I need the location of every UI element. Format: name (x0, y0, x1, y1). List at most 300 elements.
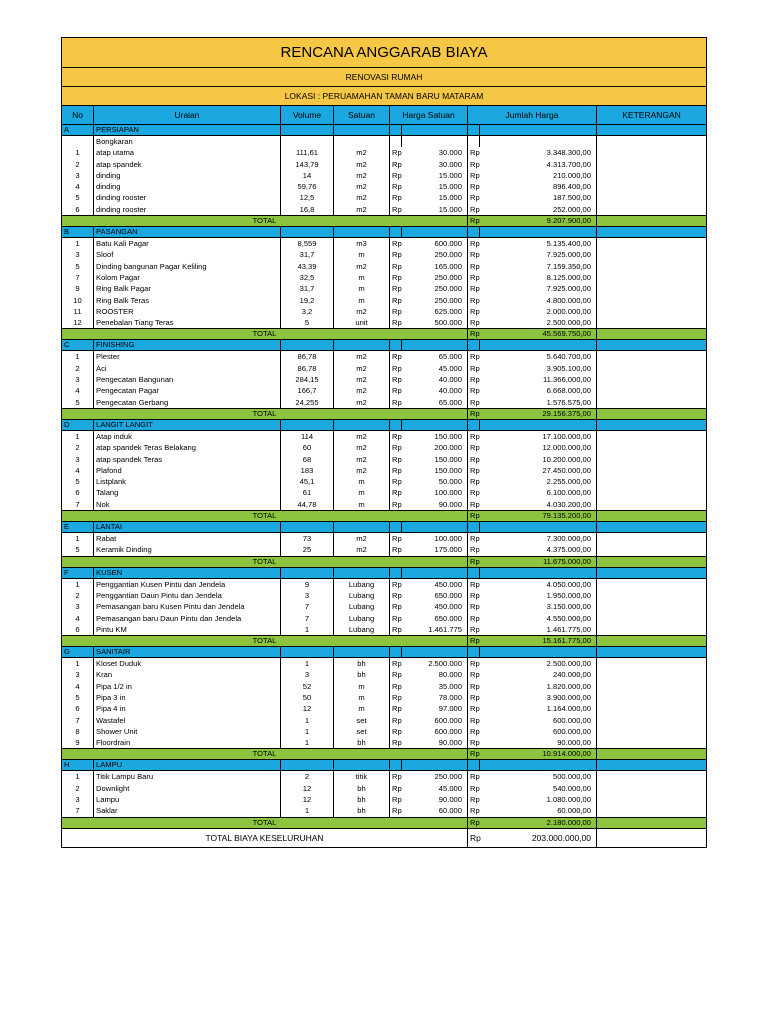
item-no: 5 (62, 692, 94, 703)
table-row (62, 465, 707, 476)
item-price-currency: Rp (390, 737, 402, 749)
item-unit-price: 65.000 (402, 351, 468, 363)
item-description: ROOSTER (94, 306, 281, 317)
item-description: Lampu (94, 794, 281, 805)
item-amount: 1.461.775,00 (480, 624, 597, 636)
item-amount: 3.150.000,00 (480, 601, 597, 612)
section-total-label: TOTAL (62, 636, 468, 647)
item-price-currency: Rp (390, 499, 402, 511)
empty-cell (597, 567, 707, 578)
empty-cell (390, 647, 402, 658)
item-unit: bh (334, 669, 390, 680)
item-amount-currency: Rp (468, 430, 480, 442)
table-row (62, 295, 707, 306)
empty-cell (281, 522, 334, 533)
item-unit: m2 (334, 261, 390, 272)
item-unit-price: 97.000 (402, 703, 468, 714)
empty-cell (597, 419, 707, 430)
item-amount-currency: Rp (468, 192, 480, 203)
item-amount: 10.200.000,00 (480, 454, 597, 465)
empty-cell (62, 136, 94, 148)
empty-cell (334, 567, 390, 578)
section-total-label: TOTAL (62, 556, 468, 567)
empty-cell (480, 340, 597, 351)
item-description: Plester (94, 351, 281, 363)
item-volume: 1 (281, 726, 334, 737)
item-description: Penggantian Kusen Pintu dan Jendela (94, 578, 281, 590)
item-note (597, 454, 707, 465)
item-unit-price: 15.000 (402, 170, 468, 181)
item-note (597, 272, 707, 283)
empty-cell (480, 760, 597, 771)
item-amount-currency: Rp (468, 544, 480, 556)
section-total-label: TOTAL (62, 749, 468, 760)
section-code: E (62, 522, 94, 533)
item-unit-price: 450.000 (402, 578, 468, 590)
item-amount-currency: Rp (468, 578, 480, 590)
item-description: Sloof (94, 249, 281, 260)
empty-cell (334, 136, 390, 148)
item-description: Listplank (94, 476, 281, 487)
section-total-amount: 2.180.000,00 (480, 817, 597, 828)
item-note (597, 487, 707, 498)
section-total-label: TOTAL (62, 511, 468, 522)
col-header-volume: Volume (281, 106, 334, 125)
item-amount-currency: Rp (468, 238, 480, 250)
item-no: 6 (62, 487, 94, 498)
item-price-currency: Rp (390, 249, 402, 260)
empty-cell (480, 136, 597, 148)
item-description: Pipa 1/2 in (94, 681, 281, 692)
item-no: 5 (62, 544, 94, 556)
empty-cell (468, 340, 480, 351)
item-amount-currency: Rp (468, 170, 480, 181)
item-no: 5 (62, 261, 94, 272)
grand-total-label: TOTAL BIAYA KESELURUHAN (62, 828, 468, 847)
title-row (62, 38, 707, 68)
item-unit: bh (334, 737, 390, 749)
empty-cell (597, 817, 707, 828)
empty-cell (597, 522, 707, 533)
item-no: 1 (62, 351, 94, 363)
item-volume: 9 (281, 578, 334, 590)
item-note (597, 476, 707, 487)
item-amount: 1.950.000,00 (480, 590, 597, 601)
section-name: SANITAIR (94, 647, 281, 658)
empty-cell (402, 136, 468, 148)
col-header-keterangan: KETERANGAN (597, 106, 707, 125)
item-price-currency: Rp (390, 204, 402, 216)
section-header-row (62, 125, 707, 136)
item-amount: 7.159.350,00 (480, 261, 597, 272)
item-amount-currency: Rp (468, 454, 480, 465)
item-description: Pengecatan Pagar (94, 385, 281, 396)
item-amount: 187.500,00 (480, 192, 597, 203)
section-total-amount: 79.135.200,00 (480, 511, 597, 522)
item-volume: 1 (281, 624, 334, 636)
item-unit-price: 65.000 (402, 397, 468, 409)
item-amount: 3.900.000,00 (480, 692, 597, 703)
item-no: 1 (62, 147, 94, 158)
empty-cell (281, 136, 334, 148)
table-row (62, 590, 707, 601)
item-price-currency: Rp (390, 578, 402, 590)
item-description: Talang (94, 487, 281, 498)
item-unit-price: 150.000 (402, 454, 468, 465)
item-note (597, 317, 707, 329)
item-note (597, 590, 707, 601)
budget-table (61, 37, 707, 848)
empty-cell (402, 647, 468, 658)
item-note (597, 192, 707, 203)
grand-total-currency: Rp (468, 828, 480, 847)
item-price-currency: Rp (390, 783, 402, 794)
item-unit: m2 (334, 147, 390, 158)
empty-cell (402, 522, 468, 533)
item-unit: bh (334, 805, 390, 817)
item-amount-currency: Rp (468, 669, 480, 680)
item-volume: 59,76 (281, 181, 334, 192)
section-name: KUSEN (94, 567, 281, 578)
item-no: 4 (62, 385, 94, 396)
empty-cell (402, 760, 468, 771)
table-row (62, 238, 707, 250)
document-subtitle: RENOVASI RUMAH (62, 68, 707, 87)
table-row (62, 306, 707, 317)
item-note (597, 715, 707, 726)
empty-cell (468, 522, 480, 533)
item-price-currency: Rp (390, 624, 402, 636)
item-unit-price: 15.000 (402, 192, 468, 203)
item-note (597, 703, 707, 714)
empty-cell (390, 136, 402, 148)
empty-cell (402, 567, 468, 578)
item-amount-currency: Rp (468, 737, 480, 749)
item-unit-price: 30.000 (402, 159, 468, 170)
item-volume: 43,39 (281, 261, 334, 272)
table-row (62, 715, 707, 726)
item-no: 1 (62, 430, 94, 442)
item-no: 2 (62, 363, 94, 374)
item-volume: 45,1 (281, 476, 334, 487)
item-no: 5 (62, 397, 94, 409)
item-description: dinding rooster (94, 204, 281, 216)
item-no: 7 (62, 805, 94, 817)
section-header-row (62, 647, 707, 658)
item-no: 4 (62, 181, 94, 192)
item-unit: m2 (334, 385, 390, 396)
col-header-harga-satuan: Harga Satuan (390, 106, 468, 125)
item-price-currency: Rp (390, 397, 402, 409)
item-price-currency: Rp (390, 385, 402, 396)
item-description: Penebalan Tiang Teras (94, 317, 281, 329)
item-unit: m (334, 681, 390, 692)
item-amount-currency: Rp (468, 601, 480, 612)
item-amount: 210.000,00 (480, 170, 597, 181)
item-price-currency: Rp (390, 306, 402, 317)
item-note (597, 430, 707, 442)
item-description: Batu Kali Pagar (94, 238, 281, 250)
item-amount: 3.348.300,00 (480, 147, 597, 158)
item-price-currency: Rp (390, 363, 402, 374)
section-header-row (62, 340, 707, 351)
item-amount-currency: Rp (468, 261, 480, 272)
item-description: Dinding bangunan Pagar Keliling (94, 261, 281, 272)
item-unit-price: 150.000 (402, 430, 468, 442)
empty-cell (390, 760, 402, 771)
empty-cell (480, 522, 597, 533)
item-amount-currency: Rp (468, 726, 480, 737)
item-no: 1 (62, 578, 94, 590)
item-unit-price: 200.000 (402, 442, 468, 453)
item-amount: 4.313.700,00 (480, 159, 597, 170)
item-volume: 1 (281, 658, 334, 670)
item-volume: 50 (281, 692, 334, 703)
item-price-currency: Rp (390, 351, 402, 363)
section-total-currency: Rp (468, 749, 480, 760)
empty-cell (597, 216, 707, 227)
item-no: 7 (62, 715, 94, 726)
section-code: D (62, 419, 94, 430)
item-price-currency: Rp (390, 487, 402, 498)
item-amount-currency: Rp (468, 442, 480, 453)
item-no: 1 (62, 771, 94, 783)
item-volume: 111,61 (281, 147, 334, 158)
item-amount: 11.366.000,00 (480, 374, 597, 385)
empty-cell (390, 419, 402, 430)
item-price-currency: Rp (390, 272, 402, 283)
item-note (597, 601, 707, 612)
section-total-amount: 9.207.900,00 (480, 216, 597, 227)
item-note (597, 159, 707, 170)
item-amount: 4.800.000,00 (480, 295, 597, 306)
item-note (597, 204, 707, 216)
empty-cell (334, 522, 390, 533)
item-amount: 1.820.000,00 (480, 681, 597, 692)
empty-cell (334, 419, 390, 430)
item-amount: 7.300.000,00 (480, 533, 597, 545)
table-row (62, 147, 707, 158)
item-description: dinding (94, 181, 281, 192)
item-volume: 1 (281, 715, 334, 726)
item-note (597, 261, 707, 272)
item-volume: 166,7 (281, 385, 334, 396)
item-unit: m (334, 272, 390, 283)
table-row (62, 783, 707, 794)
item-no: 1 (62, 658, 94, 670)
item-amount: 3.905.100,00 (480, 363, 597, 374)
item-volume: 1 (281, 737, 334, 749)
table-row (62, 317, 707, 329)
item-price-currency: Rp (390, 442, 402, 453)
item-unit-price: 150.000 (402, 465, 468, 476)
item-note (597, 385, 707, 396)
item-amount: 896.400,00 (480, 181, 597, 192)
item-volume: 2 (281, 771, 334, 783)
item-description: Pintu KM (94, 624, 281, 636)
table-row (62, 794, 707, 805)
item-amount: 1.080.000,00 (480, 794, 597, 805)
item-note (597, 805, 707, 817)
table-row (62, 658, 707, 670)
table-row (62, 681, 707, 692)
item-description: Pipa 3 in (94, 692, 281, 703)
empty-cell (281, 760, 334, 771)
item-note (597, 283, 707, 294)
item-note (597, 499, 707, 511)
item-no: 3 (62, 669, 94, 680)
table-row (62, 624, 707, 636)
item-price-currency: Rp (390, 533, 402, 545)
item-note (597, 249, 707, 260)
item-volume: 31,7 (281, 283, 334, 294)
item-no: 3 (62, 794, 94, 805)
item-unit: m (334, 487, 390, 498)
item-no: 2 (62, 442, 94, 453)
item-unit-price: 40.000 (402, 385, 468, 396)
table-row (62, 737, 707, 749)
item-amount-currency: Rp (468, 351, 480, 363)
item-description: atap utama (94, 147, 281, 158)
item-description: Aci (94, 363, 281, 374)
item-unit: m2 (334, 465, 390, 476)
item-amount: 90.000,00 (480, 737, 597, 749)
item-note (597, 181, 707, 192)
item-volume: 73 (281, 533, 334, 545)
table-row (62, 487, 707, 498)
item-amount-currency: Rp (468, 181, 480, 192)
item-price-currency: Rp (390, 454, 402, 465)
item-unit: m (334, 703, 390, 714)
item-amount-currency: Rp (468, 283, 480, 294)
section-name: FINISHING (94, 340, 281, 351)
item-note (597, 374, 707, 385)
item-note (597, 613, 707, 624)
item-no: 6 (62, 703, 94, 714)
table-row (62, 192, 707, 203)
empty-cell (402, 340, 468, 351)
item-price-currency: Rp (390, 476, 402, 487)
grand-total-row (62, 828, 707, 847)
empty-cell (597, 408, 707, 419)
item-unit-price: 250.000 (402, 295, 468, 306)
item-no: 6 (62, 204, 94, 216)
grand-total-amount: 203.000.000,00 (480, 828, 597, 847)
item-price-currency: Rp (390, 771, 402, 783)
item-price-currency: Rp (390, 613, 402, 624)
item-description: Keramik Dinding (94, 544, 281, 556)
item-description: atap spandek (94, 159, 281, 170)
item-unit: m2 (334, 159, 390, 170)
item-no: 4 (62, 613, 94, 624)
section-total-currency: Rp (468, 817, 480, 828)
empty-cell (334, 125, 390, 136)
item-unit-price: 40.000 (402, 374, 468, 385)
table-row (62, 181, 707, 192)
item-no: 2 (62, 783, 94, 794)
empty-cell (597, 125, 707, 136)
empty-cell (597, 329, 707, 340)
table-row (62, 272, 707, 283)
item-no: 5 (62, 476, 94, 487)
table-row (62, 397, 707, 409)
item-price-currency: Rp (390, 261, 402, 272)
section-name: LAMPU (94, 760, 281, 771)
item-description: Downlight (94, 783, 281, 794)
item-note (597, 771, 707, 783)
item-amount: 7.925.000,00 (480, 283, 597, 294)
empty-cell (402, 125, 468, 136)
empty-cell (390, 522, 402, 533)
item-note (597, 544, 707, 556)
item-unit-price: 50.000 (402, 476, 468, 487)
item-description: atap spandek Teras Belakang (94, 442, 281, 453)
item-unit-price: 1.461.775 (402, 624, 468, 636)
item-no: 4 (62, 681, 94, 692)
item-volume: 7 (281, 613, 334, 624)
item-unit: m2 (334, 374, 390, 385)
item-amount: 4.030.200,00 (480, 499, 597, 511)
empty-cell (597, 828, 707, 847)
item-no: 1 (62, 238, 94, 250)
item-unit-price: 650.000 (402, 590, 468, 601)
empty-cell (334, 227, 390, 238)
item-price-currency: Rp (390, 465, 402, 476)
empty-cell (597, 556, 707, 567)
item-note (597, 397, 707, 409)
item-price-currency: Rp (390, 681, 402, 692)
item-note (597, 681, 707, 692)
item-price-currency: Rp (390, 544, 402, 556)
section-header-row (62, 419, 707, 430)
col-header-uraian: Uraian (94, 106, 281, 125)
item-unit-price: 250.000 (402, 249, 468, 260)
section-total-row (62, 408, 707, 419)
item-no: 2 (62, 590, 94, 601)
item-volume: 3 (281, 590, 334, 601)
empty-cell (597, 749, 707, 760)
item-volume: 8,559 (281, 238, 334, 250)
item-no: 7 (62, 499, 94, 511)
location-row (62, 87, 707, 106)
item-price-currency: Rp (390, 692, 402, 703)
empty-cell (468, 647, 480, 658)
item-unit-price: 500.000 (402, 317, 468, 329)
item-amount: 500.000,00 (480, 771, 597, 783)
empty-cell (480, 419, 597, 430)
item-amount: 27.450.000,00 (480, 465, 597, 476)
item-amount: 2.500.000,00 (480, 317, 597, 329)
item-volume: 3 (281, 669, 334, 680)
item-volume: 7 (281, 601, 334, 612)
item-amount-currency: Rp (468, 147, 480, 158)
item-amount-currency: Rp (468, 397, 480, 409)
item-note (597, 692, 707, 703)
table-row (62, 578, 707, 590)
item-description: Pengecatan Bangunan (94, 374, 281, 385)
item-unit: m2 (334, 204, 390, 216)
empty-cell (597, 636, 707, 647)
item-no: 11 (62, 306, 94, 317)
table-row (62, 692, 707, 703)
item-amount: 540.000,00 (480, 783, 597, 794)
table-row (62, 159, 707, 170)
section-total-currency: Rp (468, 408, 480, 419)
item-price-currency: Rp (390, 159, 402, 170)
item-unit: m (334, 476, 390, 487)
item-note (597, 295, 707, 306)
item-unit: m2 (334, 363, 390, 374)
